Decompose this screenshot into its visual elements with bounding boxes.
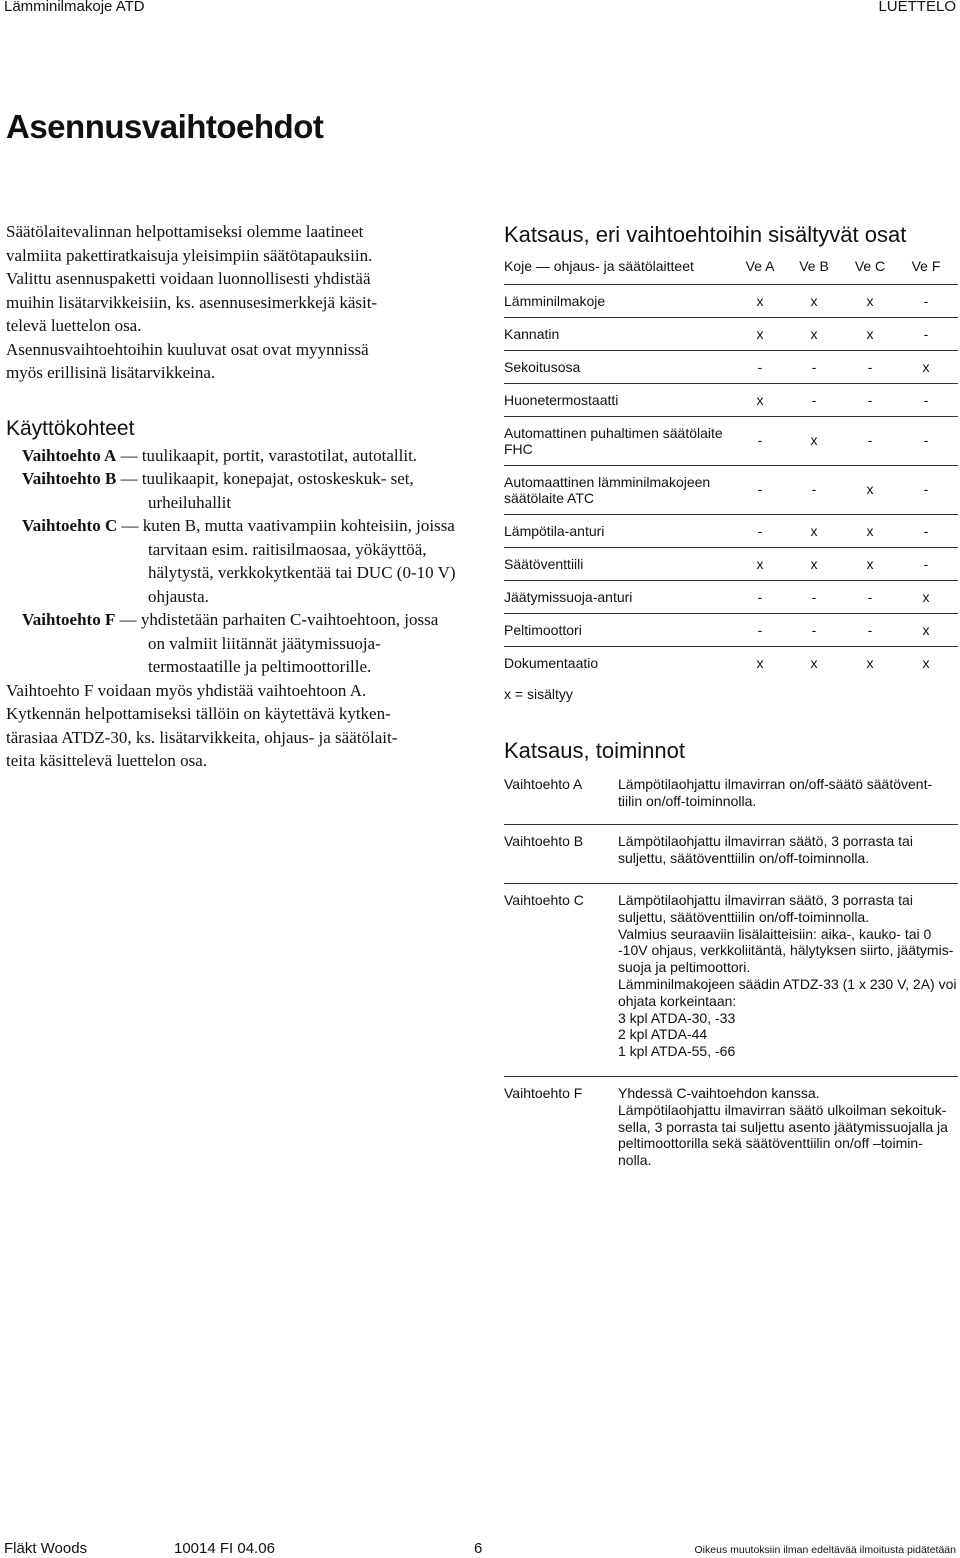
part-name: Automattinen puhaltimen säätölaite FHC (504, 425, 723, 457)
intro-line: Valittu asennuspaketti voidaan luonnollisesti yhdistää (6, 269, 371, 288)
functions-heading: Katsaus, toiminnot (504, 738, 685, 763)
table-cell: x (866, 326, 874, 342)
function-description: Lämpötilaohjattu ilmavirran säätö, 3 porrasta tai suljettu, säätöventtiilin on/off-toiminnolla. Valmius seuraaviin lisälaitteisiin: aika-, kauko- tai 0 -10V ohjaus, verkkoliitäntä, hälytyksen siirto, jäätymis- suoja ja peltimoottori. Lämminilmakojeen säädin ATDZ-33 (1 x 230 V, 2A) voi ohjata korkeintaan: 3 kpl ATDA-30, -33 2 kpl ATDA-44 1 kpl ATDA-55, -66 (618, 892, 957, 1060)
option-text: — kuten B, mutta vaativampiin kohteisiin, joissa tarvitaan esim. raitisilmaosaa, yökäyttöä, hälytystä, verkkokytkentää tai DUC (0-10 V) ohjausta. (117, 516, 456, 606)
part-name: Automaattinen lämminilmakojeen säätölaite ATC (504, 474, 711, 506)
part-name: Säätöventtiili (504, 556, 584, 572)
function-description: Lämpötilaohjattu ilmavirran säätö, 3 porrasta tai suljettu, säätöventtiilin on/off-toiminnolla. (618, 833, 913, 866)
column-header: Ve A (745, 258, 775, 274)
table-cell: - (811, 359, 817, 375)
table-row (504, 351, 958, 384)
table-cell: x (756, 326, 764, 342)
table-cell: - (867, 622, 873, 638)
parts-table (504, 254, 958, 679)
table-cell: - (757, 359, 763, 375)
table-header-row (504, 254, 958, 285)
table-cell: x (866, 523, 874, 539)
table-cell: x (810, 556, 818, 572)
option-text: — yhdistetään parhaiten C-vaihtoehtoon, jossa on valmiit liitännät jäätymissuoja- termostaatille ja peltimoottorille. (115, 610, 439, 676)
table-cell: - (867, 359, 873, 375)
function-item (504, 1085, 958, 1205)
header-product-name: Lämminilmakoje ATD (4, 0, 145, 15)
table-cell: x (866, 655, 874, 671)
intro-line: valmiita pakettiratkaisuja yleisimpiin säätötapauksiin. (6, 245, 373, 265)
option-a (22, 444, 456, 468)
table-cell: - (867, 589, 873, 605)
table-cell: x (922, 589, 930, 605)
function-item (504, 776, 958, 825)
function-item (504, 892, 958, 1077)
footer-disclaimer: Oikeus muutoksiin ilman edeltävää ilmoitusta pidätetään (694, 1544, 956, 1556)
table-cell: - (811, 481, 817, 497)
closing-line: teita käsittelevä luettelon osa. (6, 751, 208, 770)
uses-heading: Käyttökohteet (6, 416, 135, 440)
table-row (504, 384, 958, 417)
table-cell: x (922, 655, 930, 671)
closing-line: Kytkennän helpottamiseksi tällöin on käytettävä kytken- (6, 704, 391, 723)
page-title: Asennusvaihtoehdot (6, 108, 324, 145)
option-key: Vaihtoehto C (22, 516, 118, 535)
table-row (504, 581, 958, 614)
function-label: Vaihtoehto A (504, 776, 583, 792)
table-cell: - (923, 523, 929, 539)
option-c (22, 514, 456, 608)
function-description: Lämpötilaohjattu ilmavirran on/off-säätö säätövent- tiilin on/off-toiminnolla. (618, 776, 933, 809)
column-header: Koje — ohjaus- ja säätölaitteet (504, 258, 694, 274)
table-row (504, 647, 958, 679)
table-cell: x (756, 556, 764, 572)
footer-page-number: 6 (474, 1540, 483, 1557)
table-cell: x (810, 655, 818, 671)
part-name: Sekoitusosa (504, 359, 581, 375)
table-cell: - (757, 481, 763, 497)
table-row (504, 318, 958, 351)
table-body (504, 285, 958, 679)
column-header: Ve F (911, 258, 941, 274)
footer-doc-code: 10014 FI 04.06 (174, 1540, 275, 1557)
part-name: Dokumentaatio (504, 655, 599, 671)
table-cell: - (867, 392, 873, 408)
option-key: Vaihtoehto B (22, 469, 117, 488)
table-cell: - (811, 622, 817, 638)
closing-line: Vaihtoehto F voidaan myös yhdistää vaihtoehtoon A. (6, 680, 367, 700)
table-cell: x (756, 655, 764, 671)
footer-brand: Fläkt Woods (4, 1540, 88, 1557)
part-name: Lämpötila-anturi (504, 523, 605, 539)
functions-list (504, 776, 958, 1205)
table-cell: - (811, 589, 817, 605)
part-name: Huonetermostaatti (504, 392, 619, 408)
intro-line: muihin lisätarvikkeisiin, ks. asennusesimerkkejä käsit- (6, 292, 378, 312)
table-cell: - (923, 432, 929, 448)
closing-paragraph (6, 679, 456, 773)
table-cell: x (810, 523, 818, 539)
column-header: Ve B (799, 258, 829, 274)
option-key: Vaihtoehto A (22, 445, 117, 465)
table-cell: - (757, 432, 763, 448)
option-text: — tuulikaapit, konepajat, ostoskeskuk- set, urheiluhallit (116, 469, 414, 512)
table-row (504, 466, 958, 515)
part-name: Jäätymissuoja-anturi (504, 589, 633, 605)
function-label: Vaihtoehto F (504, 1085, 583, 1101)
left-column (6, 220, 456, 773)
option-f (22, 608, 456, 679)
function-label: Vaihtoehto C (504, 892, 584, 908)
table-cell: x (922, 359, 930, 375)
function-item (504, 833, 958, 884)
intro-line: Asennusvaihtoehtoihin kuuluvat osat ovat myynnissä (6, 339, 369, 359)
table-cell: - (867, 432, 873, 448)
table-cell: x (810, 293, 818, 309)
part-name: Peltimoottori (504, 622, 582, 638)
table-row (504, 614, 958, 647)
table-row (504, 285, 958, 318)
table-cell: x (756, 392, 764, 408)
table-row (504, 515, 958, 548)
table-row (504, 417, 958, 466)
intro-line: televä luettelon osa. (6, 316, 142, 335)
parts-heading: Katsaus, eri vaihtoehtoihin sisältyvät osat (504, 222, 907, 247)
table-cell: - (923, 481, 929, 497)
function-label: Vaihtoehto B (504, 833, 584, 849)
column-header: Ve C (854, 258, 886, 274)
table-cell: x (810, 432, 818, 448)
header-section-label: LUETTELO (878, 0, 956, 15)
table-cell: - (923, 556, 929, 572)
table-cell: - (757, 622, 763, 638)
option-key: Vaihtoehto F (22, 610, 116, 629)
table-cell: x (756, 293, 764, 309)
table-cell: x (810, 326, 818, 342)
option-b (22, 467, 456, 514)
function-description: Yhdessä C-vaihtoehdon kanssa. Lämpötilaohjattu ilmavirran säätö ulkoilman sekoituk- sella, 3 porrasta tai suljettu asento jäätymissuojalla ja peltimoottorilla sekä säätöventtiilin on/off –toimin- nolla. (618, 1085, 948, 1169)
table-legend: x = sisältyy (504, 686, 573, 702)
table-cell: - (923, 392, 929, 408)
table-cell: - (811, 392, 817, 408)
table-cell: - (757, 589, 763, 605)
table-cell: - (757, 523, 763, 539)
table-row (504, 548, 958, 581)
intro-line: Säätölaitevalinnan helpottamiseksi olemme laatineet (6, 222, 364, 241)
option-text: — tuulikaapit, portit, varastotilat, autotallit. (116, 445, 418, 465)
table-cell: - (923, 293, 929, 309)
table-cell: x (866, 481, 874, 497)
table-cell: - (923, 326, 929, 342)
uses-options (22, 444, 456, 679)
part-name: Lämminilmakoje (504, 293, 606, 309)
table-cell: x (866, 293, 874, 309)
table-cell: x (922, 622, 930, 638)
part-name: Kannatin (504, 326, 560, 342)
intro-line: myös erillisinä lisätarvikkeina. (6, 363, 216, 382)
closing-line: tärasiaa ATDZ-30, ks. lisätarvikkeita, ohjaus- ja säätölait- (6, 727, 398, 747)
table-cell: x (866, 556, 874, 572)
